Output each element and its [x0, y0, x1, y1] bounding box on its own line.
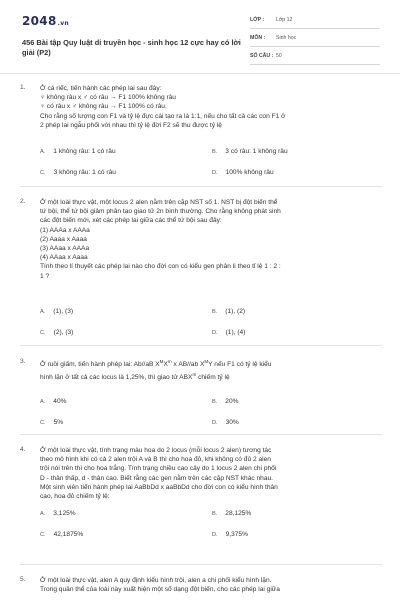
question-number: 3.	[20, 358, 26, 365]
question-text	[40, 84, 380, 130]
answer-option-b[interactable]: B. 3 có râu: 1 không râu	[212, 148, 288, 155]
question-line: Một sinh viên tiến hành phép lai AaBbDd x aaBbDd cho đời con có kiểu hình thân	[40, 483, 278, 491]
question-text	[40, 576, 380, 594]
question-line: trội nói trên thì cho hoa trắng. Tính trạng chiều cao cây do 1 locus 2 alen chi phối	[40, 465, 277, 473]
answer-option-d[interactable]: D. (1), (4)	[212, 329, 246, 336]
meta-label: MÔN :	[250, 35, 266, 41]
answer-option-b[interactable]: B. 28,125%	[212, 510, 252, 517]
question-divider	[20, 186, 382, 187]
answer-option-d[interactable]: D. 30%	[212, 419, 239, 426]
question-text	[40, 358, 380, 384]
question-line: cao, hoa đỏ chiếm tỷ lệ:	[40, 493, 110, 501]
document-meta	[250, 14, 380, 68]
answer-option-d[interactable]: D. 9,375%	[212, 531, 248, 538]
question-line: theo mô hình khi có cả 2 alen trội A và B thì cho hoa đỏ, khi không có đủ 2 alen	[40, 456, 271, 464]
question-line: 1 ?	[40, 272, 50, 280]
question-line: (4) AAaa x Aaaa	[40, 254, 88, 262]
meta-value: Sinh học	[276, 35, 297, 41]
question-divider	[20, 564, 382, 565]
answer-option-c[interactable]: C. 42,1875%	[40, 531, 84, 538]
question-line: các đột biến mới, xét các phép lai giữa các thể tứ bội sau đây:	[40, 217, 222, 225]
question-line: Ở cá riếc, tiến hành các phép lai sau đây:	[40, 85, 162, 92]
answer-option-b[interactable]: B. 20%	[212, 398, 239, 405]
question-line: Ở một loài thực vật, tính trạng màu hoa do 2 locus (mỗi locus 2 alen) tương tác	[40, 447, 272, 454]
question-line: Cho rằng số lượng con F1 và tỷ lệ đực cái tạo ra là 1:1, nếu cho tất cả các con F1 ở	[40, 112, 286, 120]
answer-option-a[interactable]: A. 3,125%	[40, 510, 76, 517]
question-number: 1.	[20, 84, 26, 91]
question-divider	[20, 345, 382, 346]
question-line: (2) Aaaa x Aaaa	[40, 235, 87, 243]
meta-row-class	[250, 14, 380, 29]
answer-option-a[interactable]: A. 1 không râu: 1 có râu	[40, 148, 116, 155]
question-text	[40, 198, 380, 281]
question-text	[40, 446, 380, 501]
meta-label: SỐ CÂU :	[250, 53, 274, 59]
question-number: 2.	[20, 198, 26, 205]
question-line: D - thân thấp, d - thân cao. Biết rằng các gen nằm trên các cặp NST khác nhau.	[40, 474, 273, 482]
question-divider	[20, 434, 382, 435]
question-line: ♀ không râu x ♂ có râu → F1 100% không râu	[40, 94, 176, 102]
answer-option-d[interactable]: D. 100% không râu	[212, 169, 274, 176]
question-line: Tính theo lí thuyết các phép lai nào cho đời con có kiểu gen phân li theo tỉ lệ 1 : 2 :	[40, 263, 281, 271]
question-line: hình lặn ở tất cả các locus là 1,25%, thì giao tử ABX$^m$ chiếm tỷ lệ	[40, 372, 230, 381]
page-header	[22, 12, 380, 67]
header-divider	[0, 73, 400, 74]
meta-value: Lớp 12	[276, 17, 293, 23]
question-line: ♀ có râu x ♂ không râu → F1 100% có râu.	[40, 103, 167, 111]
question-line: (1) AAAa x AAAa	[40, 226, 90, 234]
site-logo[interactable]: 2048.vn	[22, 14, 69, 28]
question-line: (3) AAaa x AAAa	[40, 245, 90, 253]
question-line: Trong quần thể của loài này xuất hiện một số dạng đột biến, cho các phép lai giữa	[40, 586, 280, 594]
document-title: 456 Bài tập Quy luật di truyền học - sinh học 12 cực hay có lời giải (P2)	[22, 38, 241, 57]
answer-option-b[interactable]: B. (1), (2)	[212, 308, 246, 315]
question-line: Ở một loài thực vật, alen A quy định kiểu hình trội, alen a chi phối kiểu hình lặn.	[40, 577, 272, 584]
answer-option-c[interactable]: C. 3 không râu: 1 có râu	[40, 169, 116, 176]
question-line: Ở một loài thực vật, một locus 2 alen nằm trên cặp NST số 1. NST bị đột biến thể	[40, 199, 278, 206]
answer-option-c[interactable]: C. (2), (3)	[40, 329, 74, 336]
meta-value: 50	[276, 53, 282, 59]
question-line: 2 phép lai ngẫu phối với nhau thì tỷ lệ đời F2 sẽ thu được tỷ lệ	[40, 121, 222, 129]
question-line: tứ bội, thể tứ bội giảm phân tạo giao tử 2n bình thường. Cho rằng không phát sinh	[40, 208, 281, 216]
question-line: Ở ruồi giấm, tiến hành phép lai: Ab//aB $X^MX^m$ x AB//ab $X^MY$ nếu F1 có tỷ lệ kiểu	[40, 359, 272, 368]
meta-label: LỚP :	[250, 17, 265, 23]
meta-row-question-count	[250, 50, 380, 65]
meta-row-subject	[250, 32, 380, 47]
answer-option-a[interactable]: A. (1), (3)	[40, 308, 74, 315]
question-number: 5.	[20, 576, 26, 583]
answer-option-c[interactable]: C. 5%	[40, 419, 64, 426]
question-number: 4.	[20, 446, 26, 453]
answer-option-a[interactable]: A. 40%	[40, 398, 67, 405]
